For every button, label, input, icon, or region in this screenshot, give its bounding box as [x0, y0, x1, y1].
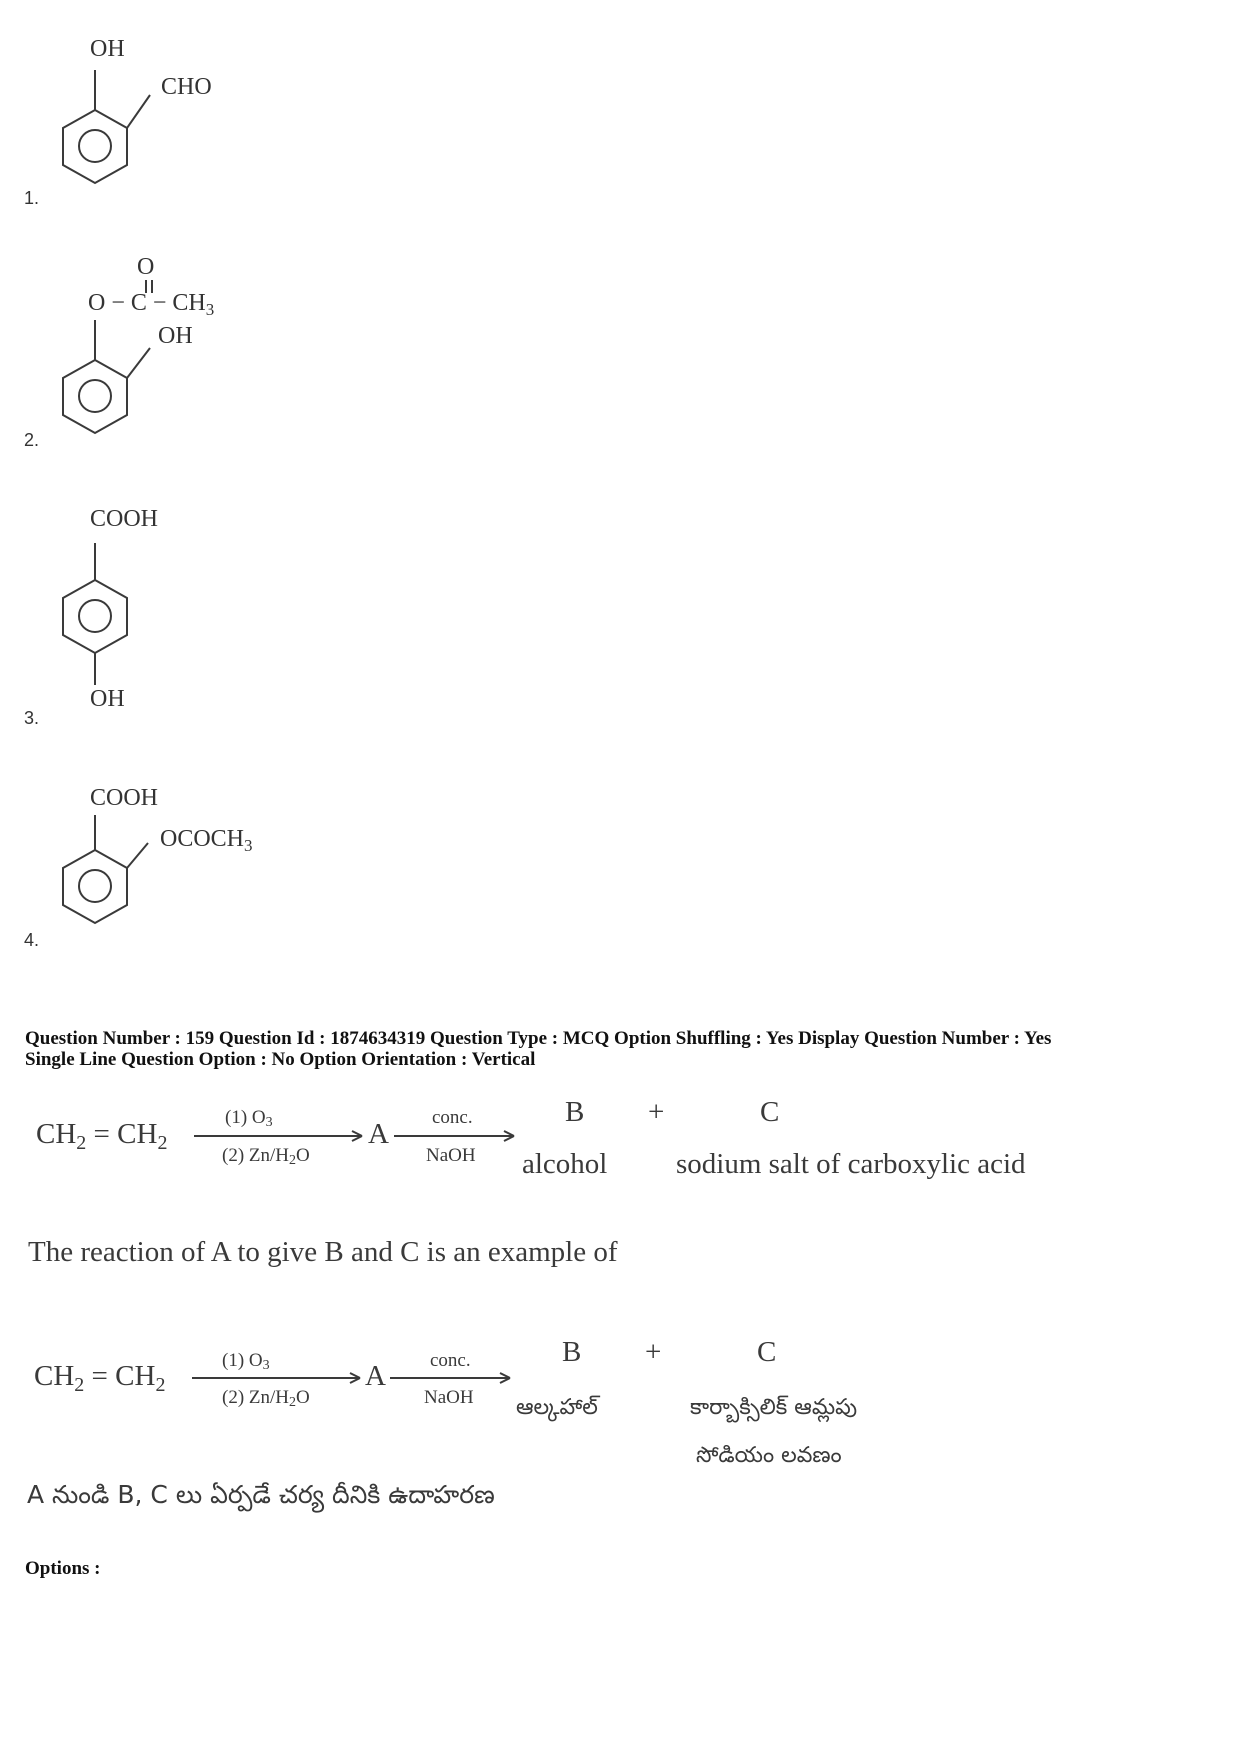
question-meta-line1: Question Number : 159 Question Id : 1874634319 Question Type : MCQ Option Shuffling : Yes Display Question Number : Yes — [25, 1028, 1052, 1049]
option-3-cooh-label: COOH — [90, 506, 159, 532]
reaction-te-arrow-2 — [388, 1370, 518, 1386]
reaction-te-product-c: C — [757, 1336, 777, 1368]
option-1-oh-label: OH — [90, 36, 125, 62]
reaction-en-intermediate: A — [368, 1118, 389, 1150]
reaction-en-step2: (2) $Zn/H_2O$ — [222, 1145, 310, 1168]
reaction-en-arrow-1 — [192, 1128, 372, 1144]
reaction-te-c-label-line1: కార్బాక్సిలిక్ ఆమ్లపు — [690, 1395, 858, 1420]
option-4-number: 4. — [24, 930, 40, 950]
reaction-en-plus: + — [648, 1096, 665, 1128]
option-3-oh-label: OH — [90, 686, 125, 712]
option-3-structure — [40, 535, 240, 705]
reaction-en-step1: (1) $O_3$ — [225, 1107, 273, 1130]
reaction-te-step2: (2) $Zn/H_2O$ — [222, 1387, 310, 1410]
option-2-oh-label: OH — [158, 323, 193, 349]
reaction-en-product-b: B — [565, 1096, 585, 1128]
reaction-en-b-label: alcohol — [522, 1148, 608, 1180]
reaction-te-step1: (1) $O_3$ — [222, 1350, 270, 1373]
reaction-en-product-c: C — [760, 1096, 780, 1128]
reaction-en-reagent-top: conc. — [432, 1107, 473, 1128]
question-meta — [25, 1028, 1225, 1070]
option-3-number: 3. — [24, 708, 40, 728]
question-text-telugu: A నుండి B, C లు ఏర్పడే చర్య దీనికి ఉదాహరణ — [27, 1480, 495, 1509]
options-label: Options : — [25, 1558, 101, 1579]
reaction-te-product-b: B — [562, 1336, 582, 1368]
option-1-cho-label: CHO — [161, 74, 212, 100]
option-2-carbonyl-o: O — [137, 254, 155, 280]
option-4-ococh3-label: $OCOCH_3$ — [160, 826, 253, 855]
reaction-en-reactant: $CH_2 = CH_2$ — [36, 1118, 168, 1154]
option-1-number: 1. — [24, 188, 40, 208]
reaction-te-c-label-line2: సోడియం లవణం — [696, 1443, 842, 1468]
reaction-te-arrow-1 — [190, 1370, 370, 1386]
option-2-number: 2. — [24, 430, 40, 450]
question-meta-line2: Single Line Question Option : No Option Orientation : Vertical — [25, 1049, 536, 1070]
question-text-english: The reaction of A to give B and C is an example of — [28, 1236, 618, 1268]
reaction-en-arrow-2 — [392, 1128, 522, 1144]
reaction-te-intermediate: A — [365, 1360, 386, 1392]
reaction-te-plus: + — [645, 1336, 662, 1368]
reaction-te-reagent-top: conc. — [430, 1350, 471, 1371]
option-2-ester-label: $O - C - CH_3$ — [88, 290, 215, 319]
option-1-structure — [40, 40, 280, 190]
reaction-te-reactant: $CH_2 = CH_2$ — [34, 1360, 166, 1396]
reaction-te-reagent-bottom: NaOH — [424, 1387, 474, 1408]
reaction-en-reagent-bottom: NaOH — [426, 1145, 476, 1166]
option-4-cooh-label: COOH — [90, 785, 159, 811]
reaction-te-b-label: ఆల్కహాల్ — [516, 1395, 598, 1420]
reaction-en-c-label: sodium salt of carboxylic acid — [676, 1148, 1026, 1180]
